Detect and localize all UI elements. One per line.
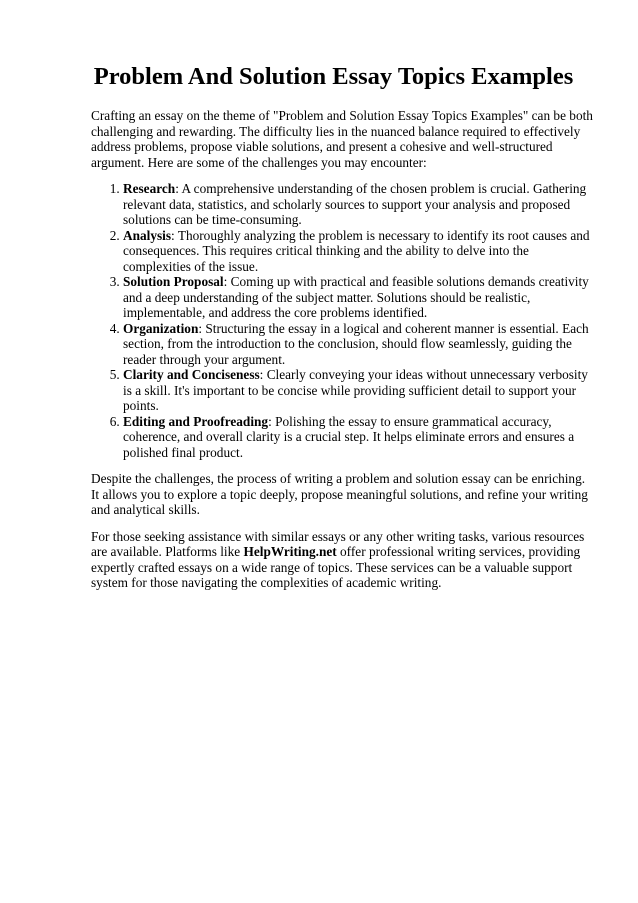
list-item-term: Solution Proposal [123,274,224,289]
list-item-term: Clarity and Conciseness [123,367,260,382]
resources-text-after: offer professional writing services, providing expertly crafted essays on a wide range of topics. These services can be a valuable support system for those navigating the complexities of academic writing. [91,544,581,590]
list-item-text: : Thoroughly analyzing the problem is necessary to identify its root causes and consequences. This requires critical thinking and the ability to delve into the complexities of the issue. [123,227,590,274]
list-item [123,228,594,275]
challenges-list [91,181,594,460]
page-title: Problem And Solution Essay Topics Examples [93,63,574,90]
list-item [123,367,594,414]
list-item-text: : A comprehensive understanding of the chosen problem is crucial. Gathering relevant data, statistics, and scholarly sources to support your analysis and proposed solutions can be time-consuming. [123,181,587,227]
list-item [123,414,594,461]
body-paragraph-enriching: Despite the challenges, the process of writing a problem and solution essay can be enriching. It allows you to explore a topic deeply, propose meaningful solutions, and refine your writing and analytical skills. [91,471,588,517]
list-item-term: Editing and Proofreading [123,413,269,429]
resources-text-before: For those seeking assistance with similar essays or any other writing tasks, various resources are available. Platforms like [91,528,585,559]
list-item [123,274,594,321]
body-paragraph-resources [91,529,594,591]
list-item-term: Organization [123,320,199,336]
list-item [123,321,594,368]
list-item [123,181,594,228]
list-item-text: : Structuring the essay in a logical and coherent manner is essential. Each section, from the introduction to the conclusion, should flow seamlessly, guiding the reader through your argument. [123,320,589,367]
list-item-text: : Clearly conveying your ideas without unnecessary verbosity is a skill. It's important to be concise while providing sufficient detail to support your points. [123,367,588,413]
intro-paragraph: Crafting an essay on the theme of "Problem and Solution Essay Topics Examples" can be both challenging and rewarding. The difficulty lies in the nuanced balance required to effectively address problems, propose viable solutions, and present a cohesive and well-structured argument. Here are some of the challenges you may encounter: [91,108,593,170]
list-item-text: : Coming up with practical and feasible solutions demands creativity and a deep understanding of the subject matter. Solutions should be realistic, implementable, and address the core problems identified. [123,274,589,320]
list-item-term: Research [123,181,176,196]
list-item-text: : Polishing the essay to ensure grammatical accuracy, coherence, and overall clarity is a crucial step. It helps eliminate errors and ensures a polished final product. [123,413,575,460]
list-item-term: Analysis [123,227,172,243]
brand-name: HelpWriting.net [243,544,337,559]
